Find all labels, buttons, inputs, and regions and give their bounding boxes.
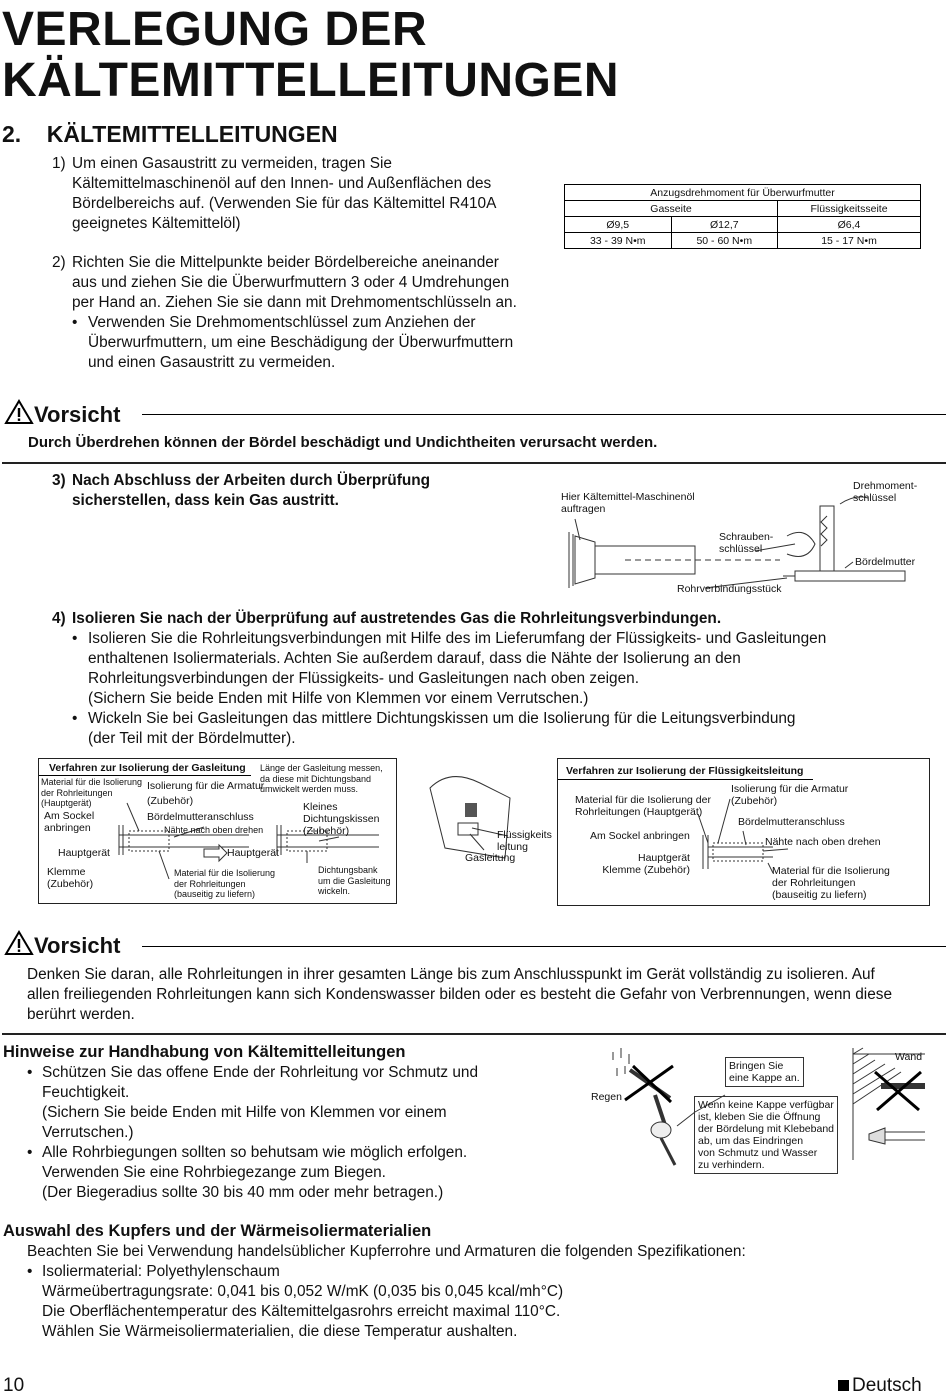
unit-drawing [410,768,558,868]
copper-section: Beachten Sie bei Verwendung handelsüblicher Kupferrohre und Armaturen die folgenden Spezifikationen: • Isoliermaterial: Polyethylenschaum Wärmeübertragungsrate: 0,041 bis 0,052 W/mK (0,035 bis 0,045 kcal/mh°C) Die Oberflächentemperatur des Kältemittelgasrohrs erreicht maximal 110°C. Wählen Sie Wärmeisoliermaterialien, die diese Temperatur aushalten. [27,1242,927,1342]
liquid-insulation-box [557,758,930,906]
warning-icon [4,399,34,431]
oil-label: Hier Kältemittel-Maschinenöl auftragen [561,491,695,515]
square-bullet-icon [838,1380,849,1391]
gas-sealing-tape: Dichtungsbank um die Gasleitung wickeln. [318,865,391,896]
page-title: VERLEGUNG DER KÄLTEMITTELLEITUNGEN [2,3,620,107]
handling-bullet-2: • Alle Rohrbiegungen sollten so behutsam wie möglich erfolgen. Verwenden Sie eine Rohrbiegezange zum Biegen. (Der Biegeradius sollte 30 bis 40 mm oder mehr betragen.) [27,1144,468,1201]
liquid-material-field: Material für die Isolierung der Rohrleitungen (bauseitig zu liefern) [772,865,890,901]
gas-main-unit-2: Hauptgerät [227,847,279,859]
gas-insulation-box [38,758,397,904]
copper-title: Auswahl des Kupfers und der Wärmeisoliermaterialien [3,1222,432,1240]
step-2: 2) Richten Sie die Mittelpunkte beider Bördelbereiche aneinander aus und ziehen Sie die Überwurfmuttern 3 oder 4 Umdrehungen per Hand an. Ziehen Sie sie dann mit Drehmomentschlüsseln an. • Verwenden Sie Drehmomentschlüssel zum Anziehen der Überwurfmuttern, um eine Beschädigung der Überwurfmuttern und einen Gasaustritt zu vermeiden. [52,253,552,373]
handling-list [27,1063,567,1203]
caution-divider-2 [142,946,946,947]
page-number: 10 [3,1375,25,1396]
tape-note: Wenn keine Kappe verfügbar ist, kleben Sie die Öffnung der Bördelung mit Klebeband ab, um das Eindringen von Schmutz und Wasser zu verhindern. [694,1096,838,1174]
gas-accessory: (Zubehör) [147,795,194,807]
gas-fitting-insulation: Isolierung für die Armatur [147,780,265,792]
caution-heading-2: Vorsicht [4,930,120,962]
liquid-mount: Am Sockel anbringen [590,830,690,842]
caution-text-1: Durch Überdrehen können der Bördel beschädigt und Undichtheiten verursacht werden. [28,434,658,451]
gas-small-pad: Kleines Dichtungskissen (Zubehör) [303,801,380,837]
gas-seams-up: Nähte nach oben drehen [164,825,264,835]
flare-nut-label: Bördelmutter [855,556,916,568]
cap-note: Bringen Sie eine Kappe an. [725,1057,804,1087]
step-3: 3) Nach Abschluss der Arbeiten durch Überprüfung sicherstellen, dass kein Gas austritt. [52,472,431,509]
gas-clamp: Klemme (Zubehör) [47,866,94,890]
caution-heading-1: Vorsicht [4,399,120,431]
step-4: 4) Isolieren Sie nach der Überprüfung auf austretendes Gas die Rohrleitungsverbindungen. • Isolieren Sie die Rohrleitungsverbindungen mit Hilfe des im Lieferumfang der Flüssigkeits- und Gasleitungen enthaltenen Isoliermaterials. Achten Sie außerdem darauf, dass die Nähte der Isolierung an den Rohrleitungsverbindungen der Flüssigkeits- und Gasleitungen nach oben zeigen. (Sichern Sie beide Enden mit Hilfe von Klemmen vor einem Verrutschen.) • Wickeln Sie bei Gasleitungen das mittlere Dichtungskissen um die Isolierung für die Leitungsverbindung (der Teil mit der Bördelmutter). [52,609,932,749]
torque-table: Anzugsdrehmoment für Überwurfmutter Gasseite Flüssigkeitsseite Ø9,5 Ø12,7 Ø6,4 33 - 39 N•m 50 - 60 N•m 15 - 17 N•m [564,184,921,249]
liquid-seams-up: Nähte nach oben drehen [765,836,881,848]
gas-material-field: Material für die Isolierung der Rohrleitungen (bauseitig zu liefern) [174,868,276,899]
handling-title: Hinweise zur Handhabung von Kältemittelleitungen [3,1043,406,1061]
section-heading: 2. KÄLTEMITTELLEITUNGEN [2,121,338,147]
liquid-flare-nut-conn: Bördelmutteranschluss [738,816,845,828]
gas-mount: Am Sockel anbringen [44,810,95,834]
gas-length-note: Länge der Gasleitung messen, da diese mit Dichtungsband umwickelt werden muss. [260,763,383,794]
gas-flare-nut-conn: Bördelmutteranschluss [147,811,254,823]
liquid-line-label: Flüssigkeits leitung [497,829,552,853]
liquid-main-clamp: Hauptgerät Klemme (Zubehör) [602,852,690,876]
wind-label: Wand [895,1051,923,1063]
caution-text-2: Denken Sie daran, alle Rohrleitungen in ihrer gesamten Länge bis zum Anschlusspunkt im Gerät vollständig zu isolieren. Auf allen freiliegenden Rohrleitungen kann sich Kondenswasser bilden oder es besteht die Gefahr von Verbrennungen, wenn diese berührt werden. [27,966,893,1023]
step-4-bullet-2: • Wickeln Sie bei Gasleitungen das mittlere Dichtungskissen um die Isolierung für die Leitungsverbindung (der Teil mit der Bördelmutter). [72,710,796,747]
step-4-bullet-1: • Isolieren Sie die Rohrleitungsverbindungen mit Hilfe des im Lieferumfang der Flüssigkeits- und Gasleitungen enthaltenen Isoliermaterials. Achten Sie außerdem darauf, dass die Nähte der Isolierung an den Rohrleitungsverbindungen der Flüssigkeits- und Gasleitungen nach oben zeigen. (Sichern Sie beide Enden mit Hilfe von Klemmen vor einem Verrutschen.) [72,630,827,707]
step-2-bullet: • Verwenden Sie Drehmomentschlüssel zum Anziehen der Überwurfmuttern, um eine Beschädigung der Überwurfmuttern und einen Gasaustritt zu vermeiden. [72,314,514,371]
liquid-insulation-title: Verfahren zur Isolierung der Flüssigkeitsleitung [566,765,804,777]
caution-divider [142,414,946,415]
liquid-material-main: Material für die Isolierung der Rohrleitungen (Hauptgerät) [575,794,711,818]
liquid-title-divider [558,779,813,780]
step-1: 1) Um einen Gasaustritt zu vermeiden, tragen Sie Kältemittelmaschinenöl auf den Innen- und Außenflächen des Bördelbereichs auf. (Verwenden Sie für das Kältemittel R410A geeignetes Kältemittelöl) [52,155,497,232]
gas-material-piping: Material für die Isolierung der Rohrleitungen (Hauptgerät) [41,777,143,808]
language-label: Deutsch [838,1375,922,1397]
gas-title-divider [39,775,251,776]
section-divider-2 [2,1033,946,1035]
flare-diagram [555,476,945,606]
handling-diagram [585,1040,945,1180]
gas-line-label: Gasleitung [465,852,516,864]
copper-bullet: • Isoliermaterial: Polyethylenschaum Wärmeübertragungsrate: 0,041 bis 0,052 W/mK (0,035 bis 0,045 kcal/mh°C) Die Oberflächentemperatur des Kältemittelgasrohrs erreicht maximal 110°C. Wählen Sie Wärmeisoliermaterialien, die diese Temperatur aushalten. [27,1263,564,1340]
section-divider [2,462,946,464]
warning-icon [4,930,34,962]
wrench-label: Schrauben- schlüssel [719,531,774,555]
liquid-fitting-insulation: Isolierung für die Armatur (Zubehör) [731,783,849,807]
torque-wrench-label: Drehmoment- schlüssel [853,480,918,504]
handling-bullet-1: • Schützen Sie das offene Ende der Rohrleitung vor Schmutz und Feuchtigkeit. (Sichern Sie beide Enden mit Hilfe von Klemmen vor einem Verrutschen.) [27,1064,479,1141]
gas-main-unit: Hauptgerät [58,847,110,859]
rain-label: Regen [591,1091,622,1103]
gas-insulation-title: Verfahren zur Isolierung der Gasleitung [49,762,246,774]
union-label: Rohrverbindungsstück [677,583,782,595]
